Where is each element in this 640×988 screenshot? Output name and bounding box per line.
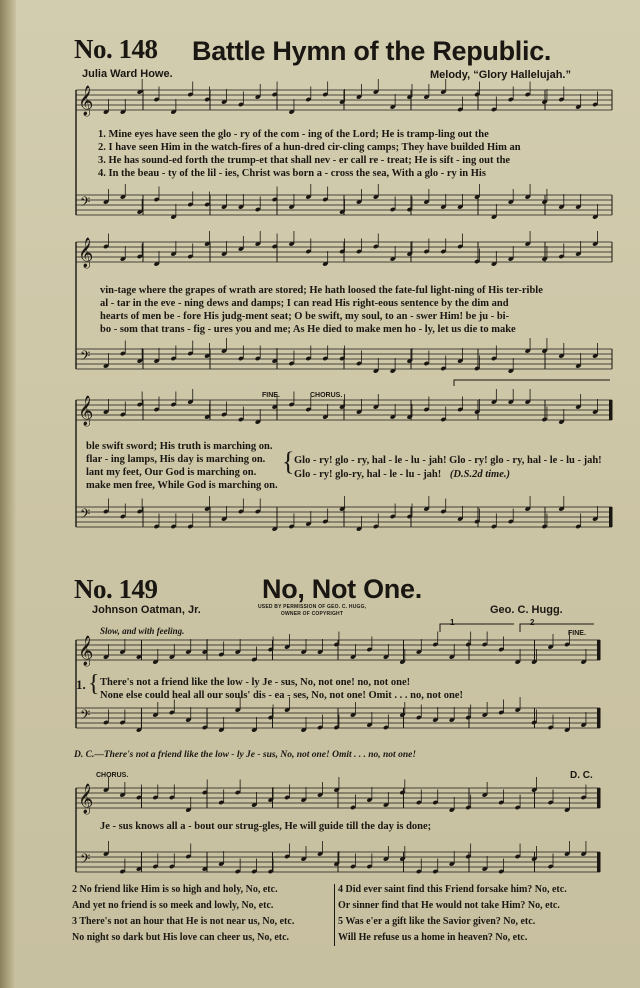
s148-3-treble-clef-icon: 𝄞 (78, 396, 94, 426)
stanza-divider (334, 884, 335, 946)
lyric-line: 1. Mine eyes have seen the glo - ry of the com - ing of the Lord; He is tramp-ling out the (98, 129, 489, 140)
repeat-bracket (454, 380, 610, 386)
lyric-line: bo - som that trans - fig - ures you and me; As He died to make men ho - ly, let us die to make (100, 324, 516, 335)
s148-2-bass-clef-icon: 𝄢 (80, 348, 91, 367)
final-barline (597, 640, 600, 660)
chorus-line-2-text: Glo - ry! glo-ry, hal - le - lu - jah! (294, 469, 442, 480)
final-barline (597, 788, 600, 808)
chorus-marking: CHORUS. (310, 392, 343, 399)
hymn-148-system3-lyrics (86, 440, 278, 492)
lyric-line: make men free, While God is marching on. (86, 480, 278, 491)
stanza-line: 3 There's not an hour that He is not near us, No, etc. (72, 916, 295, 927)
lyric-line: ble swift sword; His truth is marching on. (86, 441, 273, 452)
final-barline (597, 708, 600, 728)
s148-1-treble-clef-icon: 𝄞 (78, 86, 94, 116)
chorus-line-2 (294, 468, 510, 481)
s149-2-treble-clef-icon: 𝄞 (78, 784, 94, 814)
permission-notice (258, 604, 366, 618)
chorus-marking-149: CHORUS. (96, 772, 129, 779)
stanza-line: No night so dark but His love can cheer us, No, etc. (72, 932, 290, 943)
hymn-148-system2-lyrics (100, 284, 543, 336)
lyric-line: hearts of men be - fore His judg-ment seat; O be swift, my soul, to an - swer Him! be ju - bi- (100, 311, 510, 322)
lyric-line: al - tar in the eve - ning dews and damps; I can read His right-eous sentence by the dim and (100, 298, 509, 309)
stanza-line: 2 No friend like Him is so high and holy, No, etc. (72, 884, 278, 895)
first-ending-number: 1 (450, 618, 455, 627)
verse-brace: { (88, 671, 100, 697)
hymn-148-title: Battle Hymn of the Republic. (192, 36, 552, 66)
hymn-149-author: Johnson Oatman, Jr. (92, 604, 201, 616)
stanza-line: Will He refuse us a home in heaven? No, etc. (338, 932, 528, 943)
final-barline (609, 400, 612, 420)
dc-lyric-line: D. C.—There's not a friend like the low - ly Je - sus, No, not one! Omit . . . no, not one! (74, 750, 417, 760)
hymn-148-number: No. 148 (74, 34, 158, 64)
fine-marking-149: FINE. (568, 630, 586, 637)
s149-1-bass-clef-icon: 𝄢 (80, 707, 91, 726)
verse-number-1: 1. (76, 677, 86, 692)
hymn-149-composer: Geo. C. Hugg. (490, 604, 563, 616)
s149-1-treble-clef-icon: 𝄞 (78, 636, 94, 666)
lyric-line: 3. He has sound-ed forth the trump-et that shall nev - er call re - treat; He is sift - ing out the (98, 155, 511, 166)
hymn-148-system1-lyrics (98, 128, 521, 180)
lyric-line: There's not a friend like the low - ly Je - sus, No, not one! no, not one! (100, 677, 411, 688)
ds-marking: (D.S.2d time.) (449, 469, 510, 480)
stanza-line: 5 Was e'er a gift like the Savior given? No, etc. (338, 916, 536, 927)
hymn-148-melody: Melody, “Glory Hallelujah.” (430, 69, 571, 81)
stanza-line: And yet no friend is so meek and lowly, No, etc. (72, 900, 274, 911)
final-barline (597, 852, 600, 872)
s148-3-bass-clef-icon: 𝄢 (80, 506, 91, 525)
lyric-line: flar - ing lamps, His day is marching on. (86, 454, 266, 465)
lyric-line: lant my feet, Our God is marching on. (86, 467, 257, 478)
final-barline (609, 507, 612, 527)
stanza-line: Or sinner find that He would not take Him? No, etc. (338, 900, 560, 911)
tempo-marking: Slow, and with feeling. (100, 626, 185, 636)
s149-2-bass-clef-icon: 𝄢 (80, 851, 91, 870)
hymn-149-title: No, Not One. (262, 574, 422, 604)
chorus-brace: { (282, 447, 295, 476)
stanzas-right (338, 882, 567, 946)
stanza-line: 4 Did ever saint find this Friend forsake him? No, etc. (338, 884, 567, 895)
hymn-149-number: No. 149 (74, 574, 158, 604)
lyric-line: vin-tage where the grapes of wrath are stored; He hath loosed the fate-ful light-ning of His ter-rible (100, 285, 543, 296)
s148-1-bass-clef-icon: 𝄢 (80, 194, 91, 213)
s148-2-treble-clef-icon: 𝄞 (78, 238, 94, 268)
dc-marking: D. C. (570, 770, 593, 781)
second-ending-number: 2 (530, 618, 535, 627)
permission-line: USED BY PERMISSION OF GEO. C. HUGG, (258, 604, 367, 610)
permission-line: OWNER OF COPYRIGHT (280, 611, 344, 617)
stanzas-left (72, 882, 294, 946)
lyric-line: 2. I have seen Him in the watch-fires of a hun-dred cir-cling camps; They have builded Him an (98, 142, 521, 153)
hymn-148-author: Julia Ward Howe. (82, 68, 173, 80)
hymn-149-verse1 (100, 676, 463, 702)
lyric-line: None else could heal all our souls' dis - ea - ses, No, not one! Omit . . . no, not one! (100, 690, 463, 701)
chorus-line-1: Glo - ry! glo - ry, hal - le - lu - jah! Glo - ry! glo - ry, hal - le - lu - jah! (294, 455, 602, 466)
hymn-149-chorus-lyrics: Je - sus knows all a - bout our strug-gles, He will guide till the day is done; (100, 821, 432, 832)
fine-marking: FINE. (262, 392, 280, 399)
lyric-line: 4. In the beau - ty of the lil - ies, Christ was born a - cross the sea, With a glo - ry in His (98, 168, 486, 179)
